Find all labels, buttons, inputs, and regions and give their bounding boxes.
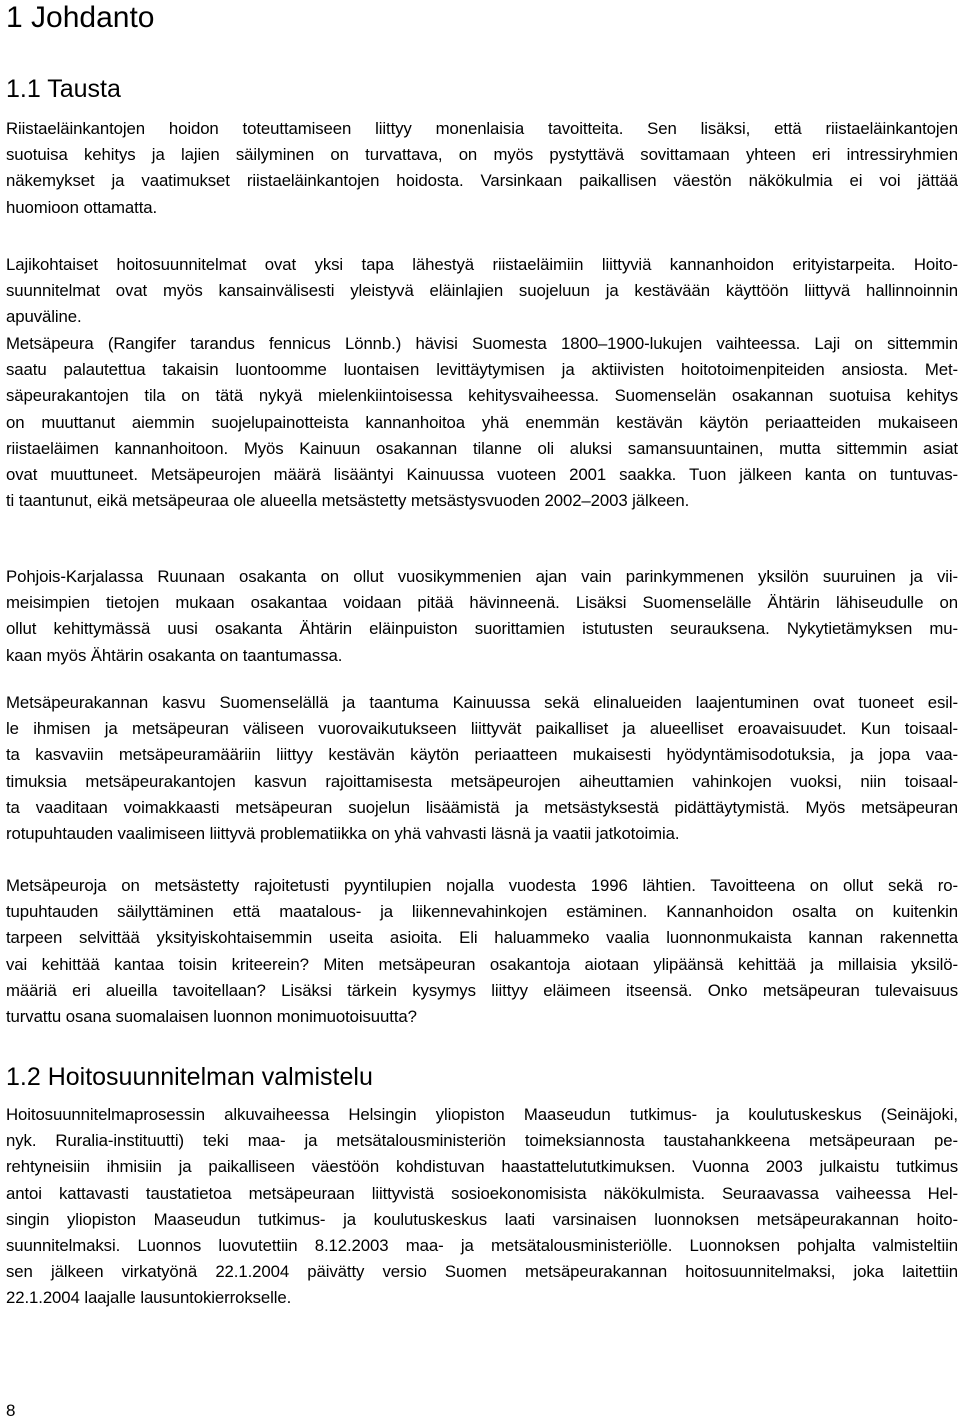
paragraph xyxy=(6,331,958,514)
paragraph xyxy=(6,690,958,847)
text-line: Lajikohtaiset hoitosuunnitelmat ovat yksi tapa lähestyä riistaeläimiin liittyviä kannanhoidon erityistarpeita. Hoito- xyxy=(6,255,958,274)
text-line: ta vaaditaan voimakkaasti metsäpeuran suojelun lisäämistä ja metsästyksestä pidättäytymistä. Myös metsäpeuran xyxy=(6,797,958,817)
paragraph xyxy=(6,873,958,1030)
text-line: vai kehittää kantaa toisin kriteerein? Miten metsäpeuran osakantoja aiotaan ylipäänsä kehittää ja millaisia yksilö- xyxy=(6,954,958,974)
text-line: näkemykset ja vaatimukset riistaeläinkantojen hoidosta. Varsinkaan paikallisen väestön näkökulmia ei voi jättää xyxy=(6,171,958,191)
text-line: le ihmisen ja metsäpeuran väliseen vuorovaikutukseen liittyvät paikalliset ja alueelliset eroavaisuudet. Kun toisaal- xyxy=(6,719,958,739)
page-number: 8 xyxy=(6,1401,16,1420)
paragraph xyxy=(6,564,958,669)
text-line: ovat muuttuneet. Metsäpeurojen määrä lisääntyi Kainuussa vuoteen 2001 saakka. Tuon jälkeen kanta on tuntuvas- xyxy=(6,464,958,484)
text-line: saatu palautettua takaisin luontoomme luontaisen levittäytymisen ja aktiivisten hoitotoimenpiteiden ansiosta. Met- xyxy=(6,360,958,380)
text-line: riistaeläimen kannanhoitoon. Myös Kainuun osakannan tilanne oli aluksi samansuuntainen, mutta sittemmin asiat xyxy=(6,438,958,458)
text-line: Metsäpeura (Rangifer tarandus fennicus Lönnb.) hävisi Suomesta 1800–1900-lukujen vaihteessa. Laji on sittemmin xyxy=(6,334,958,353)
text-line: Metsäpeuroja on metsästetty rajoitetusti pyyntilupien nojalla vuodesta 1996 lähtien. Tavoitteena on ollut sekä ro- xyxy=(6,876,958,895)
text-line: Hoitosuunnitelmaprosessin alkuvaiheessa Helsingin yliopiston Maaseudun tutkimus- ja koulutuskeskus (Seinäjoki, xyxy=(6,1105,958,1124)
section-heading-valmistelu: 1.2 Hoitosuunnitelman valmistelu xyxy=(6,1063,373,1091)
text-line: Pohjois-Karjalassa Ruunaan osakanta on ollut vuosikymmenien ajan vain parinkymmenen yksilön suuruinen ja vii- xyxy=(6,567,958,586)
paragraph xyxy=(6,252,958,331)
text-line: meisimpien tietojen mukaan osakantaa voidaan pitää hävinneenä. Lisäksi Suomenselälle Ähtärin lähiseudulle on xyxy=(6,593,958,613)
text-line: kaan myös Ähtärin osakanta on taantumassa. xyxy=(6,645,343,665)
text-line: 22.1.2004 laajalle lausuntokierrokselle. xyxy=(6,1288,292,1308)
text-line: määriä eri alueilla tavoitellaan? Lisäksi tärkein kysymys liittyy eläimeen itseensä. Onko metsäpeuran tulevaisuus xyxy=(6,980,958,1000)
text-line: singin yliopiston Maaseudun tutkimus- ja koulutuskeskus laati varsinaisen luonnoksen metsäpeurakannan hoito- xyxy=(6,1209,958,1229)
text-line: tarpeen selvittää yksityiskohtaisemmin useita asioita. Eli haluammeko vaalia luonnonmukaista kannan rakennetta xyxy=(6,928,958,948)
text-line: Metsäpeurakannan kasvu Suomenselällä ja taantuma Kainuussa sekä elinalueiden laajentuminen ovat tuoneet esil- xyxy=(6,693,958,712)
text-line: sen jälkeen virkatyönä 22.1.2004 päivätty versio Suomen metsäpeurakannan hoitosuunnitelmaksi, joka laitettiin xyxy=(6,1262,958,1282)
text-line: Riistaeläinkantojen hoidon toteuttamiseen liittyy monenlaisia tavoitteita. Sen lisäksi, että riistaeläinkantojen xyxy=(6,119,958,138)
text-line: säpeurakantojen tila on tätä nykyä mielenkiintoisessa kehitysvaiheessa. Suomenselän osakannan suotuisa kehitys xyxy=(6,386,958,406)
text-line: antoi kattavasti taustatietoa metsäpeuraan liittyvistä sosioekonomisista näkökulmista. Seuraavassa vaiheessa Hel- xyxy=(6,1183,958,1203)
text-line: rehtyneisiin ihmisiin ja paikalliseen väestöön kohdistuvan haastattelututkimuksen. Vuonna 2003 julkaistu tutkimus xyxy=(6,1157,958,1177)
text-line: suunnitelmaksi. Luonnos luovutettiin 8.12.2003 maa- ja metsätalousministeriölle. Luonnoksen pohjalta valmisteltiin xyxy=(6,1235,958,1255)
text-line: nyk. Ruralia-instituutti) teki maa- ja metsätalousministeriön toimeksiannosta taustahankkeena metsäpeuraan pe- xyxy=(6,1131,958,1151)
paragraph xyxy=(6,1102,958,1312)
text-line: timuksia metsäpeurakantojen kasvun rajoittamisesta metsäpeurojen aiheuttamien vahinkojen vuoksi, niin toisaal- xyxy=(6,771,958,791)
text-line: on muuttanut aiemmin suojelupainotteista kannanhoitoa yhä enemmän kestävän käytön periaatteiden mukaiseen xyxy=(6,412,958,432)
paragraph xyxy=(6,116,958,221)
text-line: apuväline. xyxy=(6,307,82,327)
text-line: tupuhtauden säilyttäminen että maatalous- ja liikennevahinkojen estäminen. Kannanhoidon osalta on kuitenkin xyxy=(6,902,958,922)
text-line: suunnitelmat ovat myös kansainvälisesti yleistyvä eläinlajien suojeluun ja kestävään käyttöön liittyvä hallinnoinnin xyxy=(6,281,958,301)
text-line: huomioon ottamatta. xyxy=(6,197,158,217)
text-line: ollut kehittymässä uusi osakanta Ähtärin eläinpuiston suorittamien istutusten seurauksena. Nykytietämyksen mu- xyxy=(6,619,958,639)
chapter-heading: 1 Johdanto xyxy=(6,1,155,34)
section-heading-tausta: 1.1 Tausta xyxy=(6,75,121,103)
text-line: suotuisa kehitys ja lajien säilyminen on turvattava, on myös pystyttävä sovittamaan yhteen eri intressiryhmien xyxy=(6,145,958,165)
text-line: rotupuhtauden vaalimiseen liittyvä problematiikka on yhä vahvasti läsnä ja vaatii jatkotoimia. xyxy=(6,823,680,843)
text-line: ti taantunut, eikä metsäpeuraa ole alueella metsästetty metsästysvuoden 2002–2003 jälkeen. xyxy=(6,491,690,511)
text-line: turvattu osana suomalaisen luonnon monimuotoisuutta? xyxy=(6,1006,417,1026)
text-line: ta kasvaviin metsäpeuramääriin liittyy kestävän käytön periaatteen mukaisesti hyödyntämisodotuksia, ja jopa vaa- xyxy=(6,745,958,765)
